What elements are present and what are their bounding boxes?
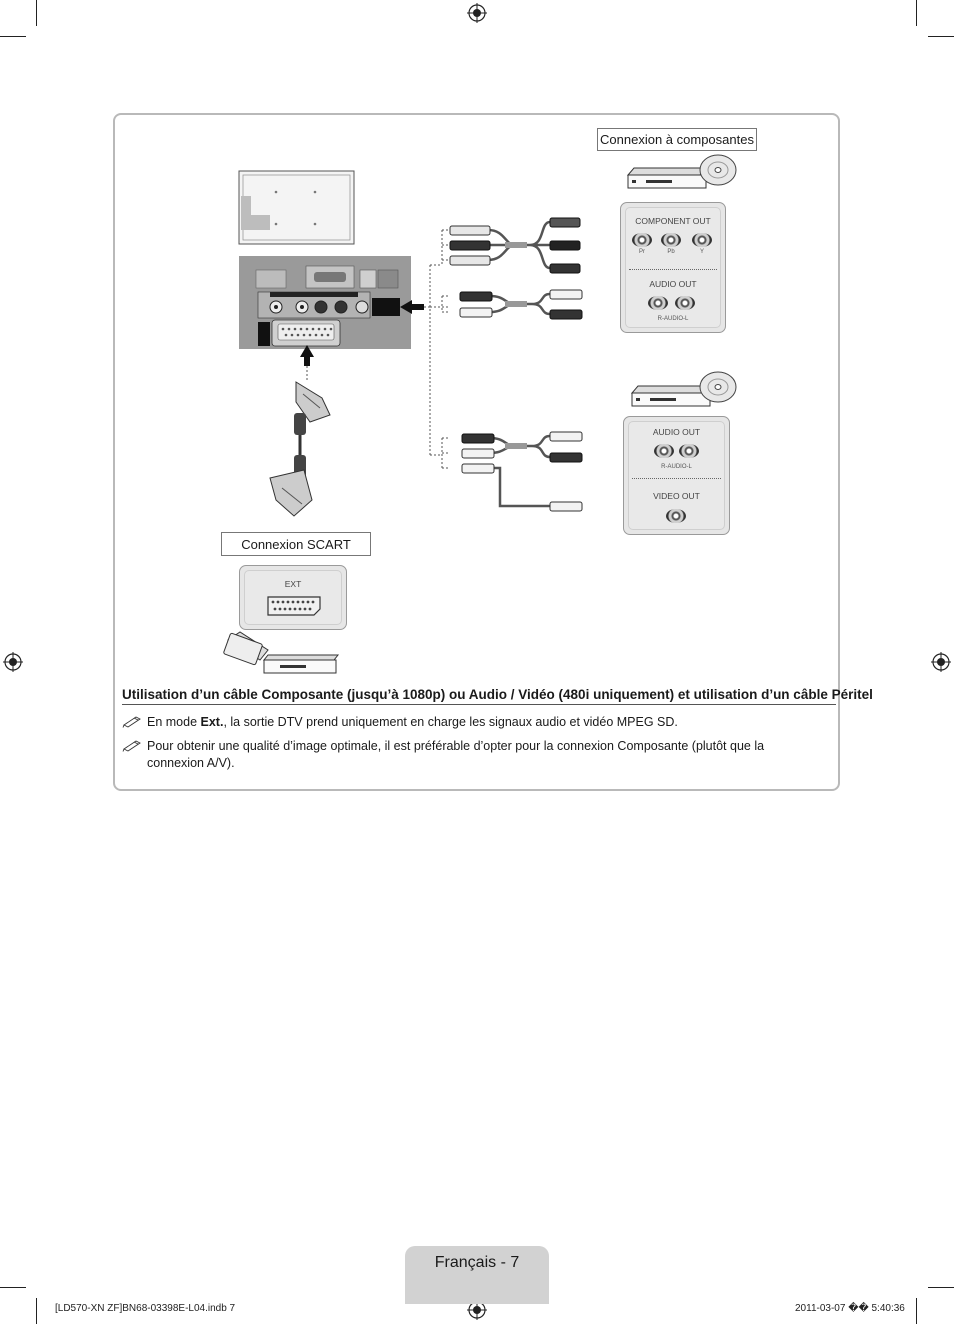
crop-mark [916, 1298, 917, 1324]
ext-panel [239, 565, 347, 630]
registration-mark-icon [467, 3, 487, 23]
audio-cable-icon [460, 290, 582, 319]
jack-video [666, 509, 686, 523]
audio-out-title: AUDIO OUT [649, 279, 697, 289]
av-out-panel [623, 416, 730, 535]
panel-divider [632, 478, 721, 479]
scart-cable-icon [270, 382, 330, 516]
file-info: [LD570-XN ZF]BN68-03398E-L04.indb 7 [55, 1303, 236, 1314]
jack-audio-r [648, 296, 668, 310]
video-out-title: VIDEO OUT [653, 491, 700, 501]
dvd-player-icon [628, 168, 706, 188]
registration-mark-icon [931, 652, 951, 672]
page-number-tab [405, 1246, 549, 1304]
tv-connector-panel-icon [239, 256, 411, 349]
crop-mark [928, 36, 954, 37]
av-cable-icon [462, 432, 582, 511]
av-audio-out-title: AUDIO OUT [652, 427, 701, 437]
jack-audio-l [675, 296, 695, 310]
crop-mark [0, 1287, 26, 1288]
component-out-title: COMPONENT OUT [635, 216, 711, 226]
jack-label-pb: Pb [667, 249, 675, 255]
scart-recorder-icon [223, 632, 338, 673]
section-title: Utilisation d’un câble Composante (jusqu’à 1080p) ou Audio / Vidéo (480i uniquement) et utilisation d’un câble Péritel [122, 687, 836, 705]
crop-mark [36, 0, 37, 26]
registration-mark-icon [3, 652, 23, 672]
note-1-suffix: , la sortie DTV prend uniquement en charge les signaux audio et vidéo MPEG SD. [223, 715, 678, 729]
disc-icon [700, 155, 736, 185]
note-1-bold: Ext. [200, 715, 224, 729]
connection-diagram [113, 113, 840, 683]
scart-connection-text: Connexion SCART [241, 536, 351, 552]
crop-mark [0, 36, 26, 37]
scart-port-icon [264, 595, 324, 617]
jack-audio-l [679, 444, 699, 458]
note-pencil-icon [122, 738, 144, 752]
ext-title: EXT [284, 579, 302, 589]
jack-pr [632, 233, 652, 247]
dvd-player-icon [632, 386, 710, 406]
note-1 [122, 714, 822, 731]
component-connection-text: Connexion à composantes [600, 132, 754, 147]
panel-divider [629, 269, 717, 270]
jack-label-pr: Pr [639, 249, 645, 255]
crop-mark [916, 0, 917, 26]
note-pencil-icon [122, 714, 144, 728]
note-2-text: Pour obtenir une qualité d’image optimale, il est préférable d’opter pour la connexion Composante (plutôt que la connexion A/V). [147, 739, 765, 770]
jack-label-y: Y [699, 249, 704, 255]
jack-pb [661, 233, 681, 247]
component-out-panel [620, 202, 726, 333]
av-audio-out-sub: R-AUDIO-L [661, 464, 692, 470]
timestamp: 2011-03-07 �� 5:40:36 [795, 1303, 905, 1314]
crop-mark [36, 1298, 37, 1324]
note-1-prefix: En mode [147, 715, 201, 729]
component-connection-label [597, 128, 757, 151]
note-1-text [147, 714, 822, 731]
jack-audio-r [654, 444, 674, 458]
note-2 [122, 738, 822, 772]
crop-mark [928, 1287, 954, 1288]
disc-icon [700, 372, 736, 402]
scart-connection-label [221, 532, 371, 556]
audio-out-sub: R-AUDIO-L [657, 316, 689, 322]
tv-back-icon [239, 171, 354, 244]
page-label: Français - 7 [434, 1254, 520, 1271]
component-cable-icon [450, 218, 580, 273]
jack-y [692, 233, 712, 247]
